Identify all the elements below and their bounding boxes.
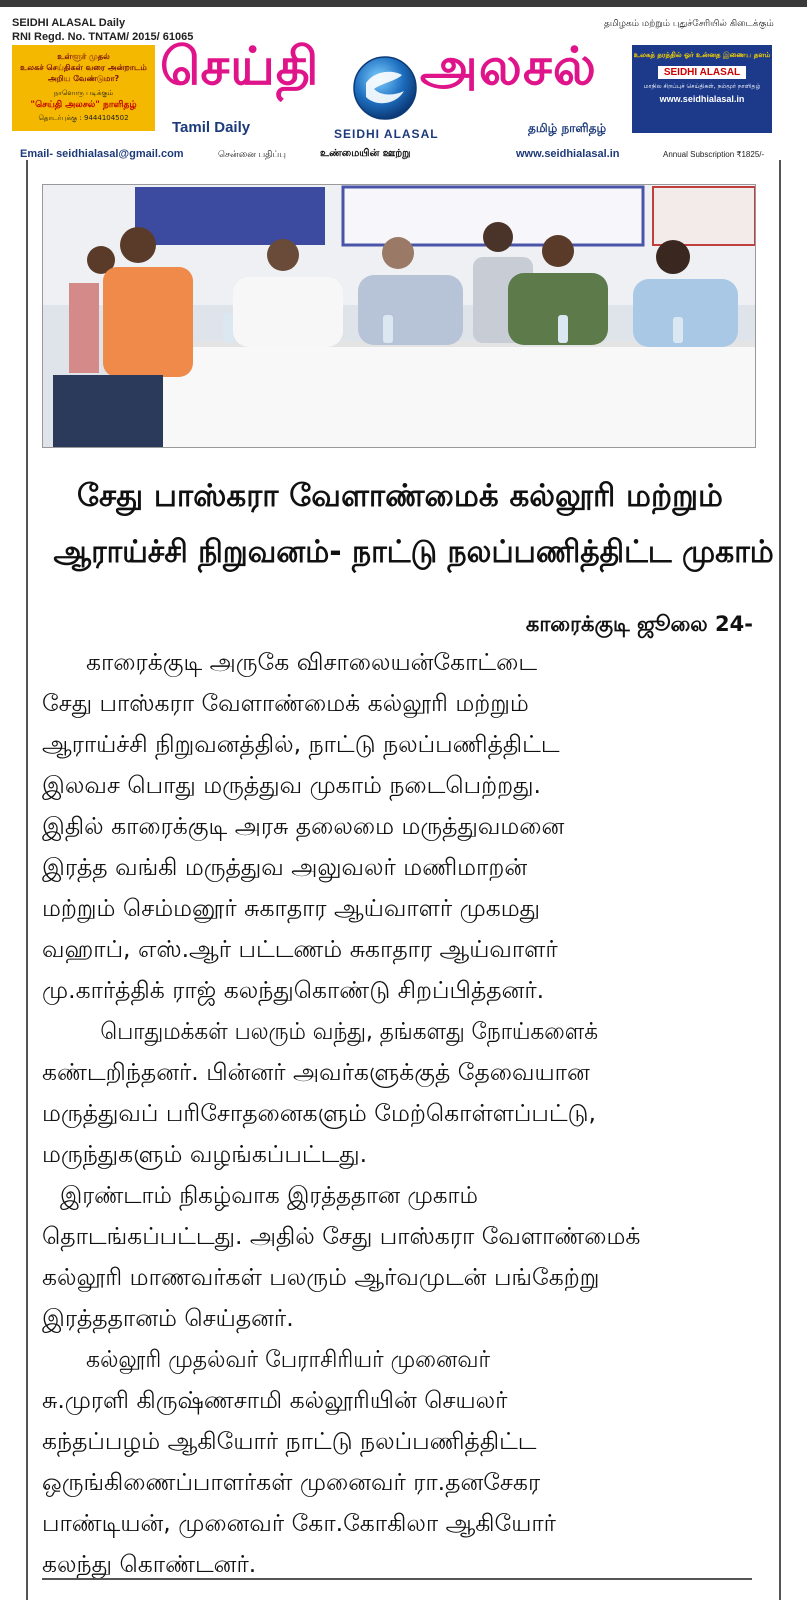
dateline: காரைக்குடி ஜூலை 24- (525, 612, 753, 636)
ad-right-line1: உலகத் தரத்தில் ஓர் உன்னத இணைய தளம் (633, 51, 771, 59)
brand-english: SEIDHI ALASAL (334, 127, 439, 141)
subscription-note: Annual Subscription ₹1825/- (663, 150, 765, 159)
bottom-divider (42, 1578, 752, 1580)
article-line: இரண்டாம் நிகழ்வாக இரத்ததான முகாம் (60, 1181, 478, 1209)
article-line: இலவச பொது மருத்துவ முகாம் நடைபெற்றது. (42, 771, 541, 799)
tamil-daily-label: Tamil Daily (172, 119, 251, 136)
article-line: கந்தப்பழம் ஆகியோர் நாட்டு நலப்பணித்திட்ட (42, 1427, 537, 1455)
article-line: இரத்ததானம் செய்தனர். (42, 1304, 294, 1332)
page-border-left (26, 160, 28, 1600)
article-line: தொடங்கப்பட்டது. அதில் சேது பாஸ்கரா வேளாண்மைக் (42, 1222, 641, 1250)
article-line: கண்டறிந்தனர். பின்னர் அவர்களுக்குத் தேவையான (42, 1058, 590, 1086)
article-line: இதில் காரைக்குடி அரசு தலைமை மருத்துவமனை (42, 812, 565, 840)
article-line: சேது பாஸ்கரா வேளாண்மைக் கல்லூரி மற்றும் (42, 689, 529, 717)
ad-right-brand: SEIDHI ALASAL (658, 66, 746, 79)
article-line: கல்லூரி மாணவர்கள் பலரும் ஆர்வமுடன் பங்கேற்று (42, 1263, 600, 1291)
left-advertisement (12, 45, 155, 131)
tagline: உண்மையின் ஊற்று (320, 148, 411, 159)
ad-right-line3: மாநில சிறப்புச் செய்திகள், நம்மூர் நாளிதழ் (643, 83, 761, 90)
edition-label: சென்னை பதிப்பு (218, 149, 286, 159)
website-link[interactable]: www.seidhialasal.in (516, 148, 620, 160)
page-border-right (779, 160, 781, 1600)
article-line: மருந்துகளும் வழங்கப்பட்டது. (42, 1140, 368, 1168)
tamil-naalithazh: தமிழ் நாளிதழ் (528, 121, 607, 135)
article-line: கல்லூரி முதல்வர் பேராசிரியர் முனைவர் (86, 1345, 491, 1373)
availability-note: தமிழகம் மற்றும் புதுச்சேரியில் கிடைக்கும் (604, 19, 774, 29)
article-line: இரத்த வங்கி மருத்துவ அலுவலர் மணிமாறன் (42, 853, 528, 881)
ad-left-line4: "செய்தி அலசல்" நாளிதழ் (30, 100, 137, 110)
ad-left-line2: உலகச் செய்திகள் வரை அன்றாடம் அறிய வேண்டுமா? (20, 63, 147, 83)
masthead (0, 7, 807, 160)
logo-text-left: செய்தி (160, 37, 320, 97)
top-bar (0, 0, 807, 7)
article-line: மற்றும் செம்மனூர் சுகாதார ஆய்வாளர் முகமது (42, 894, 541, 922)
headline-line2: ஆராய்ச்சி நிறுவனம்- நாட்டு நலப்பணித்திட்ட முகாம் (53, 534, 774, 570)
right-advertisement (632, 45, 772, 133)
email-link[interactable]: Email- seidhialasal@gmail.com (20, 148, 184, 160)
logo-text-right: அலசல் (420, 37, 597, 97)
ad-left-line3: நாளொரு படிக்கும் (53, 89, 114, 97)
event-photo (42, 184, 756, 448)
article-line: சு.முரளி கிருஷ்ணசாமி கல்லூரியின் செயலர் (42, 1386, 508, 1414)
article-line: வஹாப், எஸ்.ஆர் பட்டணம் சுகாதார ஆய்வாளர் (42, 935, 558, 963)
article-line: மு.கார்த்திக் ராஜ் கலந்துகொண்டு சிறப்பித்தனர். (42, 976, 545, 1004)
registration-title: SEIDHI ALASAL Daily (12, 17, 126, 29)
ad-left-line1: உள்ளூர் முதல் (57, 52, 110, 61)
article-line: பாண்டியன், முனைவர் கோ.கோகிலா ஆகியோர் (42, 1509, 556, 1537)
article-line: ஆராய்ச்சி நிறுவனத்தில், நாட்டு நலப்பணித்திட்ட (42, 730, 560, 758)
globe-logo-icon (352, 55, 418, 121)
article-line: மருத்துவப் பரிசோதனைகளும் மேற்கொள்ளப்பட்டு, (42, 1099, 596, 1127)
ad-left-contact: தொடர்புக்கு : 9444104502 (38, 114, 129, 122)
article-line: ஒருங்கிணைப்பாளர்கள் முனைவர் ரா.தனசேகர (42, 1468, 541, 1496)
registration-number: RNI Regd. No. TNTAM/ 2015/ 61065 (12, 31, 194, 43)
article-line: காரைக்குடி அருகே விசாலையன்கோட்டை (86, 648, 538, 676)
headline-line1: சேது பாஸ்கரா வேளாண்மைக் கல்லூரி மற்றும் (77, 478, 723, 514)
masthead-footer (0, 144, 807, 164)
article-line: கலந்து கொண்டனர். (42, 1550, 257, 1578)
ad-right-url: www.seidhialasal.in (659, 94, 745, 104)
article-line: பொதுமக்கள் பலரும் வந்து, தங்களது நோய்களைக் (100, 1017, 599, 1045)
